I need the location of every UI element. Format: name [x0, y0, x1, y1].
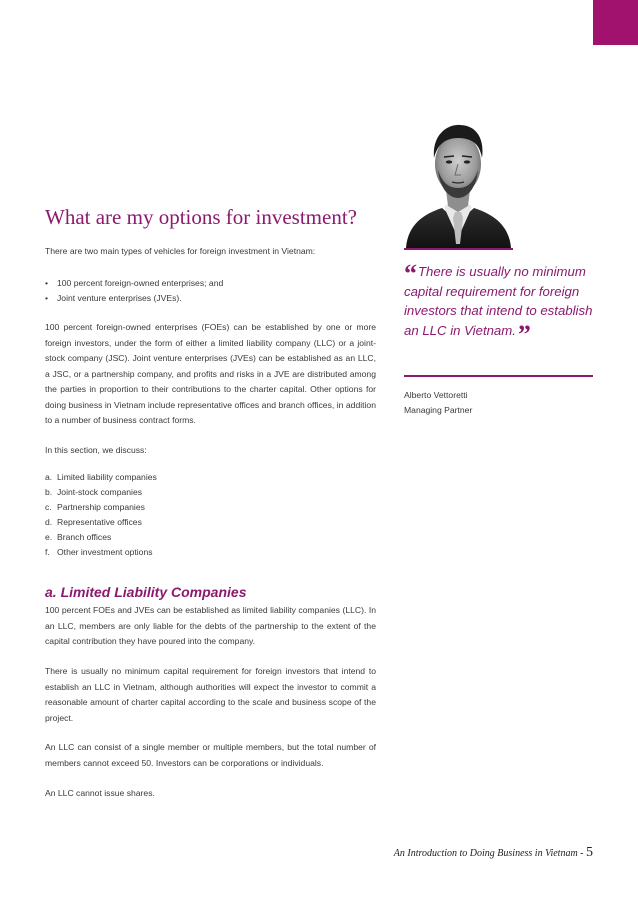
- list-item: b. Joint-stock companies: [45, 487, 143, 497]
- list-item: e. Branch offices: [45, 532, 112, 542]
- intro-text: There are two main types of vehicles for foreign investment in Vietnam:: [45, 246, 316, 256]
- portrait-divider: [404, 248, 513, 250]
- open-quote-mark: “: [404, 259, 417, 288]
- list-item: • 100 percent foreign-owned enterprises; and: [45, 278, 224, 288]
- llc-paragraph-2: There is usually no minimum capital requirement for foreign investors that intend to establish an LLC in Vietnam, although authorities will expect the investor to commit a reasonable amount of charter capital according to the scale and business scope of the project.: [45, 666, 376, 723]
- footer-title: An Introduction to Doing Business in Vietnam -: [393, 848, 584, 859]
- list-item: a. Limited liability companies: [45, 472, 157, 482]
- list-item: c. Partnership companies: [45, 502, 145, 512]
- page-footer: [394, 845, 593, 861]
- discuss-intro: In this section, we discuss:: [45, 445, 147, 455]
- list-item: d. Representative offices: [45, 517, 142, 527]
- pull-quote: [404, 259, 594, 349]
- pull-quote-text: There is usually no minimum capital requirement for foreign investors that intend to establish an LLC in Vietnam.: [404, 264, 593, 338]
- topic-list: [45, 470, 376, 560]
- attribution-name: Alberto Vettoretti: [404, 390, 468, 400]
- list-item: • Joint venture enterprises (JVEs).: [45, 293, 182, 303]
- vehicle-bullet-list: [45, 276, 376, 306]
- corner-color-tab: [593, 0, 638, 45]
- attribution-role: Managing Partner: [404, 405, 473, 415]
- list-item: f. Other investment options: [45, 547, 153, 557]
- page-title: What are my options for investment?: [45, 205, 357, 229]
- llc-paragraph-3: An LLC can consist of a single member or multiple members, but the total number of members cannot exceed 50. Investors can be corporations or individuals.: [45, 742, 376, 768]
- person-portrait-icon: [404, 106, 513, 248]
- section-heading-llc: a. Limited Liability Companies: [45, 584, 247, 600]
- page-number: 5: [586, 845, 593, 860]
- quote-attribution: [404, 388, 472, 418]
- quote-divider: [404, 375, 593, 377]
- llc-paragraph-1: 100 percent FOEs and JVEs can be established as limited liability companies (LLC). In an LLC, members are only liable for the debts of the partnership to the extent of the capital contribution they have poured into the company.: [45, 605, 376, 646]
- portrait-photo: [404, 106, 513, 248]
- llc-paragraph-4: An LLC cannot issue shares.: [45, 788, 155, 798]
- foe-paragraph: 100 percent foreign-owned enterprises (FOEs) can be established by one or more foreign investors, under the form of either a limited liability company (LLC) or a joint-stock company (JSC). Joint venture enterprises (JVEs) can be established as an LLC, a JSC, or a partnership company, and profits and risks in a JVE are distributed among the parties in proportion to their contributions to the charter capital. Other options for doing business in Vietnam include representative offices and branch offices, in addition to a number of business contract forms.: [45, 322, 376, 425]
- close-quote-mark: ”: [517, 319, 531, 349]
